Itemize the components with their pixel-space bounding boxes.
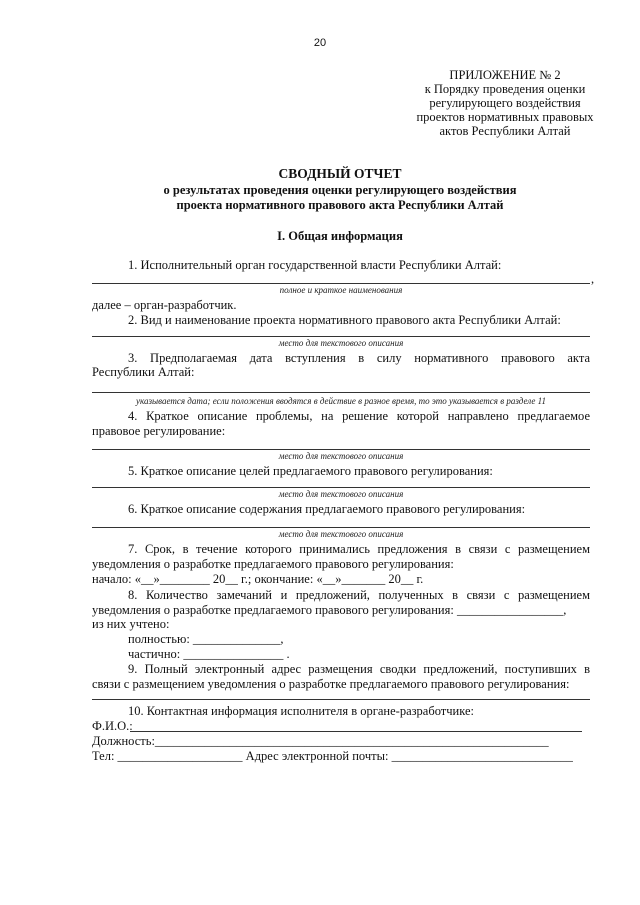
item-7-line-b: уведомления о разработке предлагаемого правового регулирования: — [92, 557, 454, 571]
item-2-label: 2. Вид и наименование проекта нормативного правового акта Республики Алтай: — [128, 313, 561, 327]
item-6-label: 6. Краткое описание содержания предлагаемого правового регулирования: — [128, 502, 526, 516]
annex-line-3: проектов нормативных правовых — [416, 110, 594, 124]
item-6-caption: место для текстового описания — [278, 529, 404, 539]
item-8-partially: частично: ________________ . — [128, 647, 290, 661]
item-8-fully: полностью: ______________, — [128, 632, 284, 646]
item-7-dates: начало: «__»________ 20__ г.; окончание: «__»_______ 20__ г. — [92, 572, 424, 586]
annex-line-2: регулирующего воздействия — [429, 96, 581, 110]
item-4-input-line — [92, 449, 590, 450]
annex-title: ПРИЛОЖЕНИЕ № 2 — [449, 68, 561, 82]
item-3-caption: указывается дата; если положения вводятся в действие в разное время, то это указывается в разделе 11 — [136, 396, 546, 406]
item-1-comma: , — [591, 272, 595, 286]
item-10-contacts: Тел: ____________________ Адрес электронной почты: _____________________________ — [92, 749, 573, 763]
item-5-input-line — [92, 487, 590, 488]
item-7-line-a: 7. Срок, в течение которого принимались предложения в связи с размещением — [128, 542, 590, 556]
item-3-line-a: 3. Предполагаемая дата вступления в силу нормативного правового акта — [128, 351, 590, 365]
item-2-input-line — [92, 336, 590, 337]
item-1-input-line — [92, 283, 590, 284]
item-9-line-a: 9. Полный электронный адрес размещения сводки предложений, поступивших в — [128, 662, 590, 676]
page-number: 20 — [313, 37, 327, 49]
annex-line-4: актов Республики Алтай — [439, 124, 571, 138]
report-subtitle-2: проекта нормативного правового акта Республики Алтай — [176, 198, 504, 212]
item-4-line-b: правовое регулирование: — [92, 424, 226, 438]
item-4-line-a: 4. Краткое описание проблемы, на решение которой направлено предлагаемое — [128, 409, 590, 423]
item-6-input-line — [92, 527, 590, 528]
item-3-input-line — [92, 392, 590, 393]
section-title: I. Общая информация — [277, 229, 403, 243]
item-8-line-a: 8. Количество замечаний и предложений, полученных в связи с размещением — [128, 588, 590, 602]
annex-line-1: к Порядку проведения оценки — [424, 82, 586, 96]
report-title: СВОДНЫЙ ОТЧЕТ — [278, 166, 402, 181]
item-8-line-b: уведомления о разработке предлагаемого правового регулирования: _________________, — [92, 603, 567, 617]
item-1-caption: полное и краткое наименования — [279, 285, 403, 295]
item-1-label: 1. Исполнительный орган государственной власти Республики Алтай: — [128, 258, 502, 272]
item-5-label: 5. Краткое описание целей предлагаемого правового регулирования: — [128, 464, 493, 478]
report-subtitle-1: о результатах проведения оценки регулирующего воздействия — [163, 183, 517, 197]
item-8-line-c: из них учтено: — [92, 617, 170, 631]
item-9-line-b: связи с размещением уведомления о разработке предлагаемого правового регулирования: — [92, 677, 570, 691]
item-2-caption: место для текстового описания — [278, 338, 404, 348]
item-10-position: Должность:_______________________________________________________________ — [92, 734, 549, 748]
item-9-input-line — [92, 699, 590, 700]
item-3-line-b: Республики Алтай: — [92, 365, 195, 379]
item-10-fio-line — [130, 731, 582, 732]
item-10-label: 10. Контактная информация исполнителя в органе-разработчике: — [128, 704, 475, 718]
item-10-fio: Ф.И.О.: — [92, 719, 133, 733]
item-5-caption: место для текстового описания — [278, 489, 404, 499]
item-4-caption: место для текстового описания — [278, 451, 404, 461]
item-1-after: далее – орган-разработчик. — [92, 298, 237, 312]
